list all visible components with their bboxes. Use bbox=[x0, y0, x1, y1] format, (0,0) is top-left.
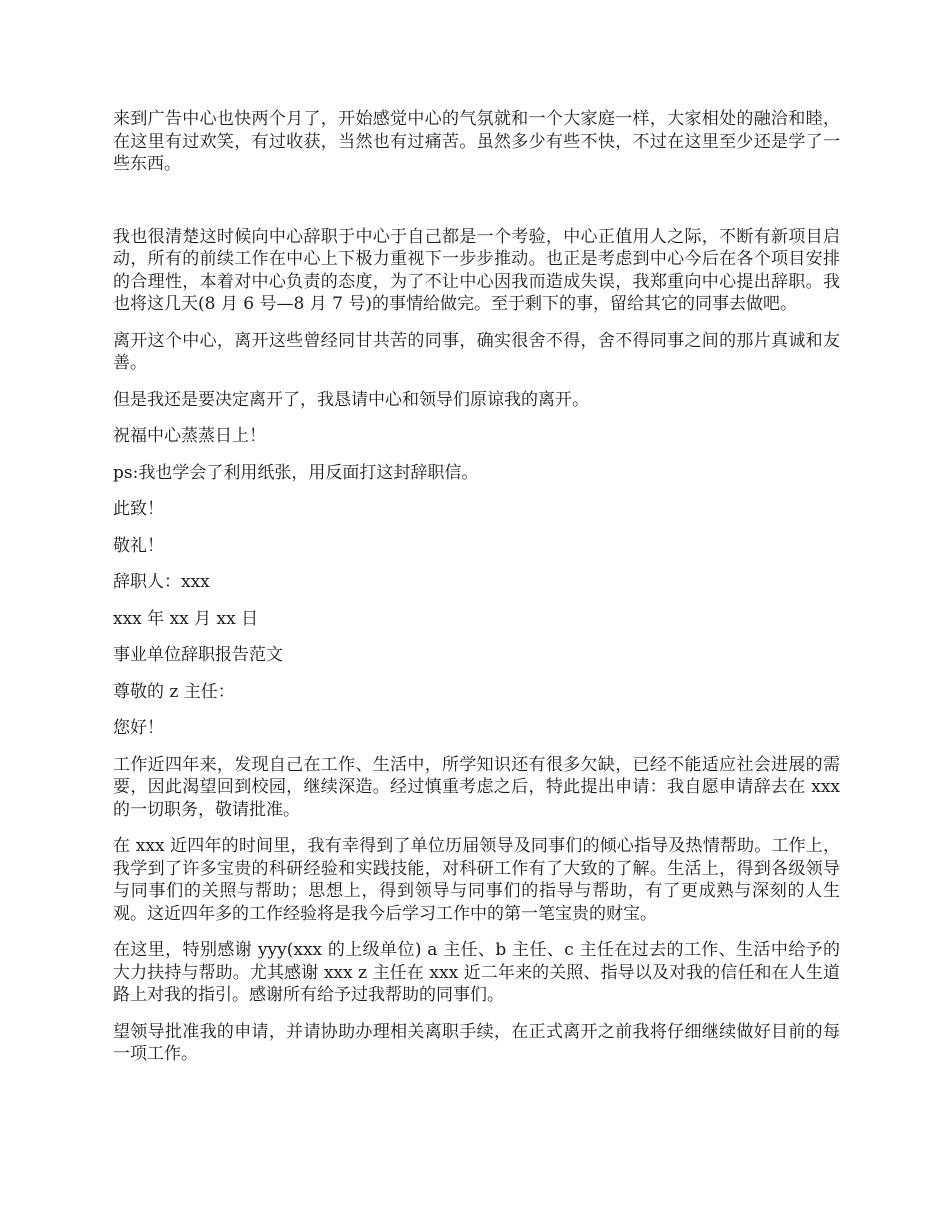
letter-greeting: 您好！ bbox=[113, 718, 164, 738]
letter-addressee: 尊敬的 z 主任： bbox=[113, 681, 235, 702]
paragraph-application: 工作近四年来，发现自己在工作、生活中，所学知识还有很多欠缺，已经不能适应社会进展的需要，因此渴望回到校园，继续深造。经过慎重考虑之后，特此提出申请：我自愿申请辞去在 xxx 的一切职务，敬请批准。 bbox=[113, 754, 840, 820]
paragraph-experience: 在 xxx 近四年的时间里，我有幸得到了单位历届领导及同事们的倾心指导及热情帮助。工作上，我学到了许多宝贵的科研经验和实践技能，对科研工作有了大致的了解。生活上，得到各级领导与同事们的关照与帮助；思想上，得到领导与同事们的指导与帮助，有了更成熟与深刻的人生观。这近四年多的工作经验将是我今后学习工作中的第一笔宝贵的财宝。 bbox=[113, 836, 840, 924]
paragraph-farewell: 离开这个中心，离开这些曾经同甘共苦的同事，确实很舍不得，舍不得同事之间的那片真诚和友善。 bbox=[113, 330, 840, 373]
closing-salutation: 此致！ bbox=[113, 499, 164, 519]
date-line: xxx 年 xx 月 xx 日 bbox=[113, 608, 259, 629]
paragraph-blessing: 祝福中心蒸蒸日上！ bbox=[113, 426, 266, 446]
paragraph-ps: ps:我也学会了利用纸张，用反面打这封辞职信。 bbox=[113, 462, 479, 483]
section-title: 事业单位辞职报告范文 bbox=[113, 645, 283, 665]
closing-regards: 敬礼！ bbox=[113, 535, 164, 556]
signature-line: 辞职人：xxx bbox=[113, 572, 210, 592]
paragraph-request: 望领导批准我的申请，并请协助办理相关离职手续，在正式离开之前我将仔细继续做好目前的每一项工作。 bbox=[113, 1021, 840, 1064]
document-page bbox=[113, 108, 840, 1080]
paragraph-intro: 来到广告中心也快两个月了，开始感觉中心的气氛就和一个大家庭一样，大家相处的融洽和睦，在这里有过欢笑，有过收获，当然也有过痛苦。虽然多少有些不快，不过在这里至少还是学了一些东西。 bbox=[113, 109, 840, 174]
paragraph-resignation-reason: 我也很清楚这时候向中心辞职于中心于自己都是一个考验，中心正值用人之际，不断有新项目启动，所有的前续工作在中心上下极力重视下一步步推动。也正是考虑到中心今后在各个项目安排的合理性，本着对中心负责的态度，为了不让中心因我而造成失误，我郑重向中心提出辞职。我也将这几天(8 月 6 号—8 月 7 号)的事情给做完。至于剩下的事，留给其它的同事去做吧。 bbox=[113, 226, 840, 314]
paragraph-decision: 但是我还是要决定离开了，我恳请中心和领导们原谅我的离开。 bbox=[113, 389, 589, 410]
paragraph-thanks: 在这里，特别感谢 yyy(xxx 的上级单位) a 主任、b 主任、c 主任在过去的工作、生活中给予的大力扶持与帮助。尤其感谢 xxx z 主任在 xxx 近二年来的关照、指导以及对我的信任和在人生道路上对我的指引。感谢所有给予过我帮助的同事们。 bbox=[113, 940, 840, 1005]
